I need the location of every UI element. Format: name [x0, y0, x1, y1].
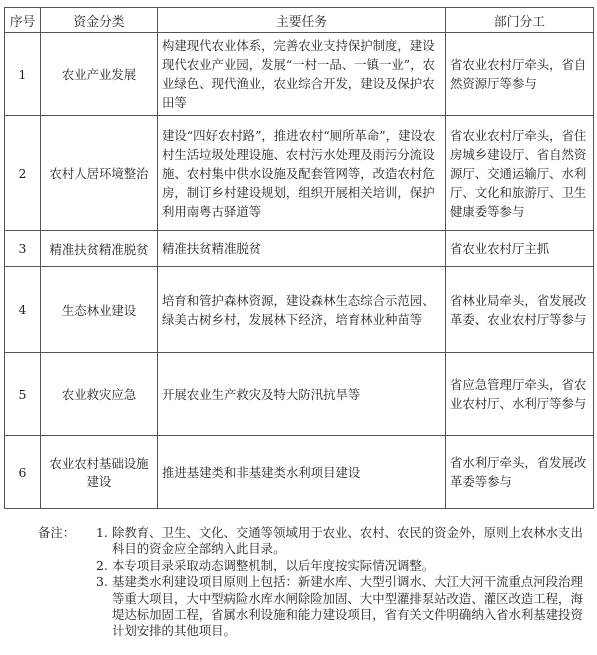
note-item — [96, 525, 588, 558]
header-category: 资金分类 — [41, 8, 158, 33]
note-text: 除教育、卫生、文化、交通等领域用于农业、农村、农民的资金外，原则上农林水支出科目的资金应全部纳入此目录。 — [112, 525, 583, 557]
note-item — [96, 558, 588, 574]
note-third — [38, 574, 588, 640]
fund-category: 农业农村基础设施建设 — [41, 436, 158, 509]
notes-label: 备注： — [38, 525, 76, 540]
main-task: 推进基建类和非基建类水利项目建设 — [158, 436, 446, 509]
table-row — [5, 267, 594, 353]
row-number: 4 — [5, 267, 41, 353]
dept-division: 省农业农村厅牵头，省住房城乡建设厅、省自然资源厅、交通运输厅、水利厅、文化和旅游厅、卫生健康委等参与 — [446, 116, 594, 231]
dept-division: 省水利厅牵头，省发展改革委等参与 — [446, 436, 594, 509]
fund-category: 农村人居环境整治 — [41, 116, 158, 231]
main-task: 开展农业生产救灾及特大防汛抗旱等 — [158, 353, 446, 436]
fund-category: 精准扶贫精准脱贫 — [41, 231, 158, 267]
dept-division: 省农业农村厅主抓 — [446, 231, 594, 267]
header-task: 主要任务 — [158, 8, 446, 33]
row-number: 6 — [5, 436, 41, 509]
table-row — [5, 231, 594, 267]
row-number: 3 — [5, 231, 41, 267]
notes-section — [38, 525, 588, 640]
fund-category: 农业产业发展 — [41, 33, 158, 116]
fund-category: 农业救灾应急 — [41, 353, 158, 436]
note-item — [96, 574, 588, 640]
row-number: 2 — [5, 116, 41, 231]
main-task: 精准扶贫精准脱贫 — [158, 231, 446, 267]
header-dept: 部门分工 — [446, 8, 594, 33]
task-allocation-table — [4, 7, 594, 509]
main-task: 培育和管护森林资源，建设森林生态综合示范园、绿美古树乡村，发展林下经济，培育林业种苗等 — [158, 267, 446, 353]
table-row — [5, 436, 594, 509]
note-second — [38, 558, 588, 574]
dept-division: 省林业局牵头，省发展改革委、农业农村厅等参与 — [446, 267, 594, 353]
fund-category: 生态林业建设 — [41, 267, 158, 353]
note-first — [38, 525, 588, 558]
table-row — [5, 33, 594, 116]
note-text: 本专项目录采取动态调整机制，以后年度按实际情况调整。 — [112, 557, 435, 573]
note-number: 1. — [96, 525, 108, 540]
row-number: 5 — [5, 353, 41, 436]
table-row — [5, 116, 594, 231]
row-number: 1 — [5, 33, 41, 116]
note-number: 3. — [96, 574, 108, 590]
main-task: 构建现代农业体系，完善农业支持保护制度，建设现代农业产业园，发展“一村一品、一镇一业”，农业绿色、现代渔业，农业综合开发，建设及保护农田等 — [158, 33, 446, 116]
note-number: 2. — [96, 557, 108, 573]
note-text: 基建类水利建设项目原则上包括：新建水库、大型引调水、大江大河干流重点河段治理等重大项目，大中型病险水库水闸除险加固、大中型灌排泵站改造、灌区改造工程，海堤达标加固工程，省属水利设施和能力建设项目，省有关文件明确纳入省水利基建投资计划安排的其他项目。 — [112, 574, 583, 639]
main-task: 建设“四好农村路”，推进农村“厕所革命”，建设农村生活垃圾处理设施、农村污水处理及雨污分流设施、农村集中供水设施及配套管网等，改造农村危房，制订乡村建设规划，组织开展相关培训，保护利用南粤古驿道等 — [158, 116, 446, 231]
table-row — [5, 353, 594, 436]
dept-division: 省应急管理厅牵头，省农业农村厅、水利厅等参与 — [446, 353, 594, 436]
header-no: 序号 — [5, 8, 41, 33]
table-header-row — [5, 8, 594, 33]
dept-division: 省农业农村厅牵头，省自然资源厅等参与 — [446, 33, 594, 116]
